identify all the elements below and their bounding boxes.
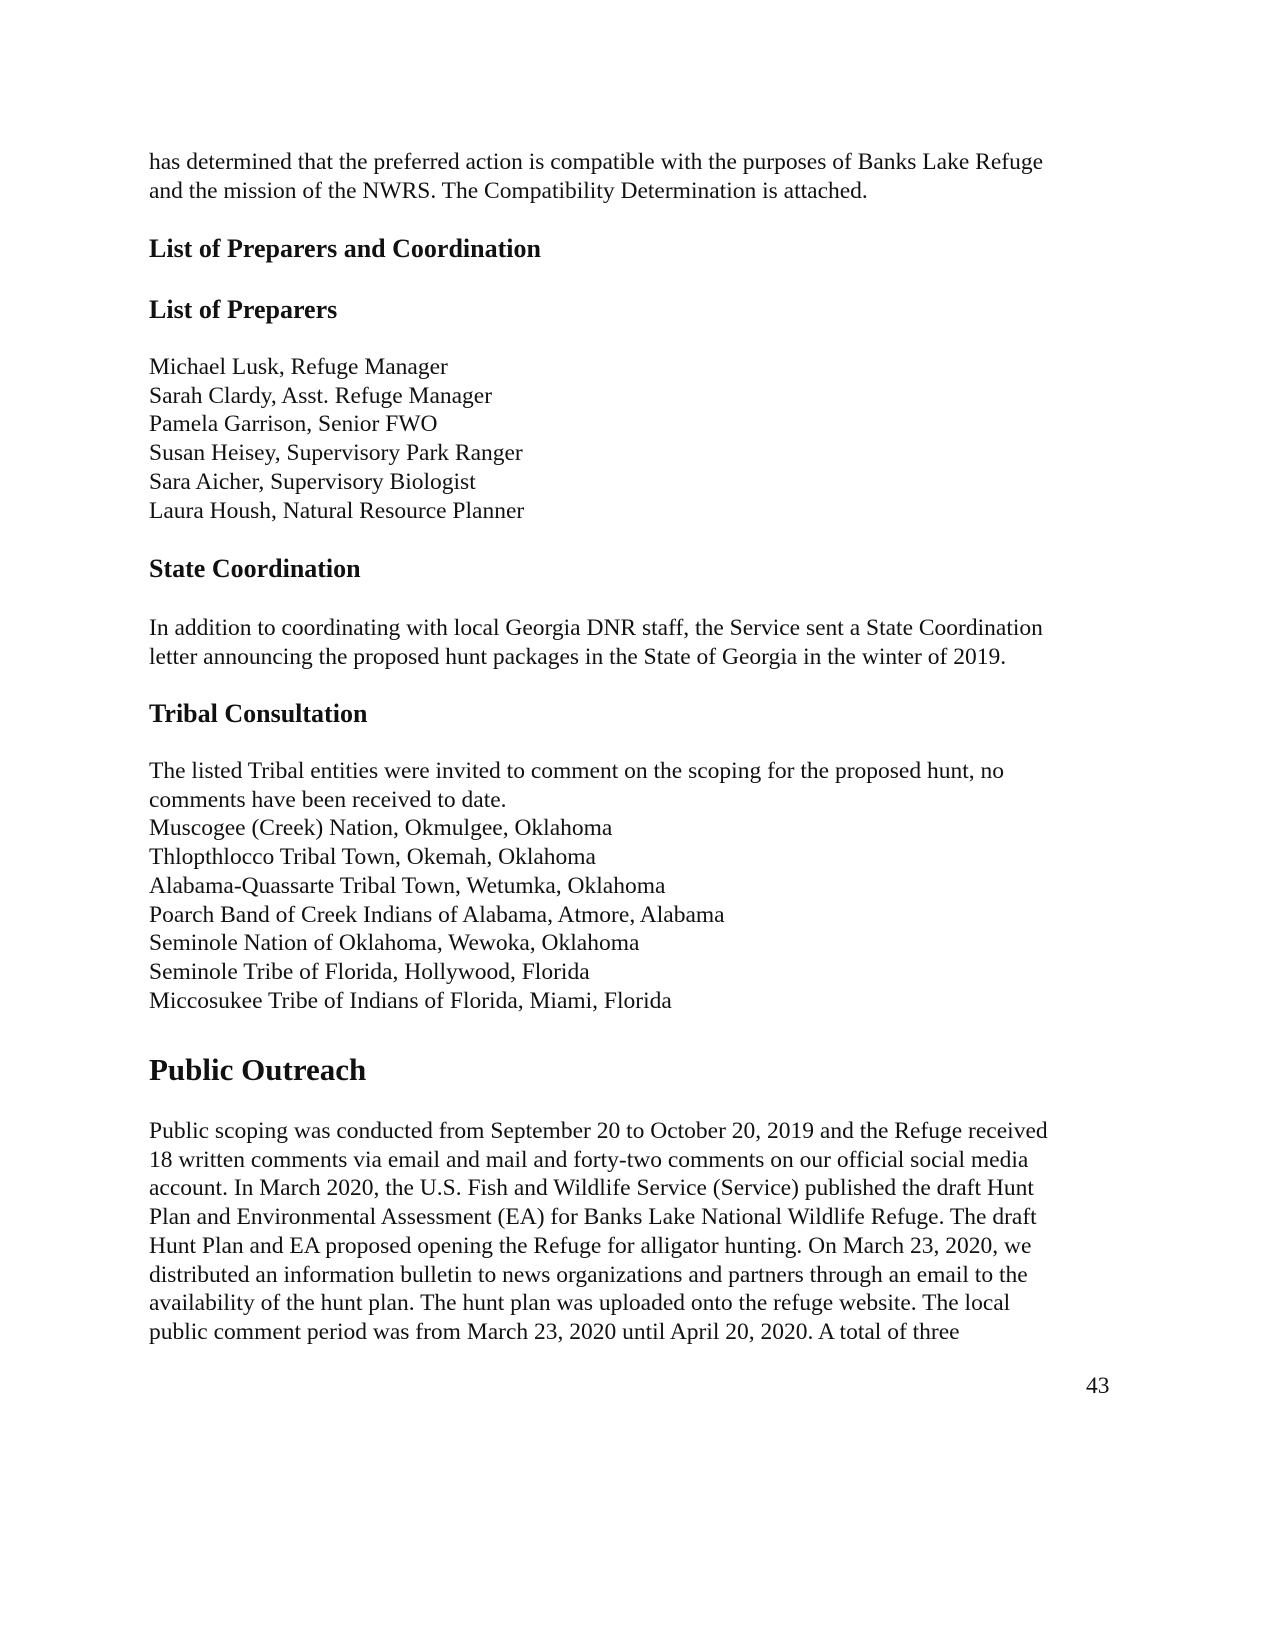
intro-paragraph bbox=[149, 148, 1129, 205]
tribal-consultation-heading: Tribal Consultation bbox=[149, 699, 368, 728]
public-outreach-heading: Public Outreach bbox=[149, 1052, 367, 1087]
state-coordination-paragraph bbox=[149, 614, 1129, 671]
page-number: 43 bbox=[1086, 1373, 1110, 1399]
intro-line: and the mission of the NWRS. The Compatibility Determination is attached. bbox=[149, 177, 868, 204]
list-item: Michael Lusk, Refuge Manager bbox=[149, 354, 448, 380]
list-item: Susan Heisey, Supervisory Park Ranger bbox=[149, 440, 523, 467]
tribal-entity: Muscogee (Creek) Nation, Okmulgee, Oklahoma bbox=[149, 815, 613, 842]
list-item: Pamela Garrison, Senior FWO bbox=[149, 411, 438, 438]
state-line: In addition to coordinating with local Georgia DNR staff, the Service sent a State Coordination bbox=[149, 615, 1043, 641]
outreach-line: availability of the hunt plan. The hunt plan was uploaded onto the refuge website. The local bbox=[149, 1290, 1011, 1317]
list-item: Sarah Clardy, Asst. Refuge Manager bbox=[149, 382, 493, 409]
state-coordination-heading: State Coordination bbox=[149, 554, 361, 583]
preparers-heading: List of Preparers bbox=[149, 295, 338, 324]
outreach-line: Public scoping was conducted from September 20 to October 20, 2019 and the Refuge received bbox=[149, 1118, 1048, 1144]
tribal-entity: Alabama-Quassarte Tribal Town, Wetumka, Oklahoma bbox=[149, 872, 666, 899]
tribal-entity: Seminole Nation of Oklahoma, Wewoka, Oklahoma bbox=[149, 930, 640, 957]
tribal-entity: Miccosukee Tribe of Indians of Florida, Miami, Florida bbox=[149, 987, 672, 1014]
outreach-line: public comment period was from March 23, 2020 until April 20, 2020. A total of three bbox=[149, 1318, 960, 1345]
outreach-line: account. In March 2020, the U.S. Fish and Wildlife Service (Service) published the draft Hunt bbox=[149, 1175, 1034, 1202]
intro-line: has determined that the preferred action is compatible with the purposes of Banks Lake Refuge bbox=[149, 149, 1044, 175]
public-outreach-paragraph bbox=[149, 1117, 1129, 1347]
preparers-coordination-heading: List of Preparers and Coordination bbox=[149, 234, 541, 263]
tribal-line: The listed Tribal entities were invited to comment on the scoping for the proposed hunt, no bbox=[149, 758, 1004, 784]
tribal-entity: Thlopthlocco Tribal Town, Okemah, Oklahoma bbox=[149, 844, 596, 871]
tribal-consultation-paragraph bbox=[149, 757, 1129, 1015]
outreach-line: 18 written comments via email and mail and forty-two comments on our official social media bbox=[149, 1146, 1029, 1173]
list-item: Sara Aicher, Supervisory Biologist bbox=[149, 468, 476, 495]
outreach-line: Hunt Plan and EA proposed opening the Refuge for alligator hunting. On March 23, 2020, we bbox=[149, 1232, 1032, 1259]
outreach-line: Plan and Environmental Assessment (EA) for Banks Lake National Wildlife Refuge. The draft bbox=[149, 1204, 1037, 1231]
outreach-line: distributed an information bulletin to news organizations and partners through an email to the bbox=[149, 1261, 1028, 1288]
tribal-entity: Seminole Tribe of Florida, Hollywood, Florida bbox=[149, 958, 590, 985]
list-item: Laura Housh, Natural Resource Planner bbox=[149, 497, 525, 524]
tribal-entity: Poarch Band of Creek Indians of Alabama, Atmore, Alabama bbox=[149, 901, 725, 928]
state-line: letter announcing the proposed hunt packages in the State of Georgia in the winter of 2019. bbox=[149, 643, 1007, 670]
tribal-line: comments have been received to date. bbox=[149, 786, 507, 813]
preparers-list bbox=[149, 353, 1129, 525]
